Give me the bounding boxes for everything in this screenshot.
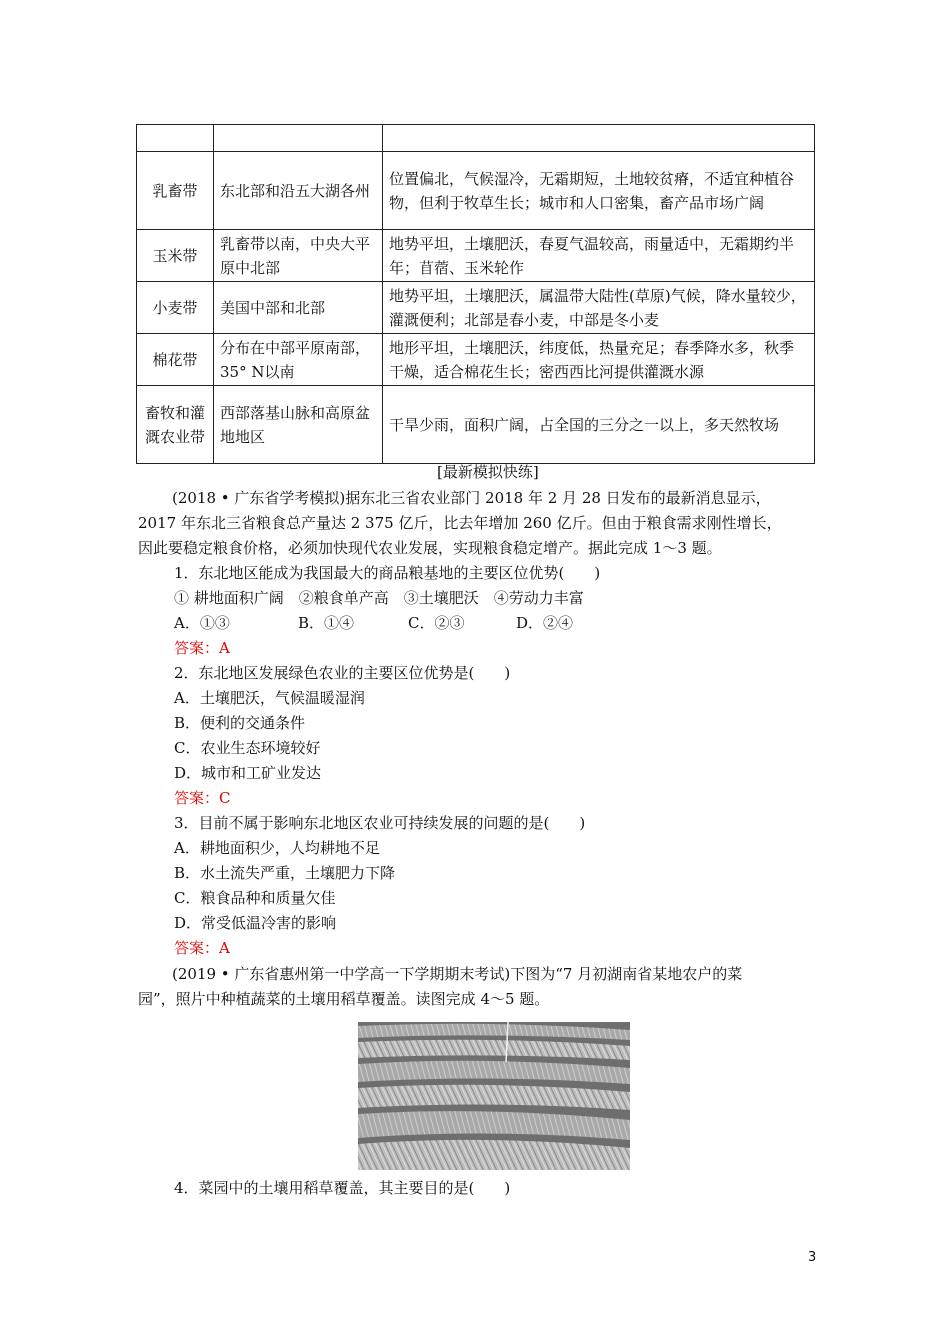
table-row (137, 386, 815, 464)
q1-option-a: A．①③ (174, 614, 230, 632)
q2-answer: 答案：C (174, 789, 231, 807)
q1-answer: 答案：A (174, 639, 230, 657)
q3-option-a: A．耕地面积少，人均耕地不足 (174, 839, 380, 857)
belt-name: 畜牧和灌溉农业带 (137, 386, 214, 464)
q1-option-d: D．②④ (516, 614, 574, 632)
belt-region: 乳畜带以南，中央大平原中北部 (214, 230, 383, 282)
q3-answer: 答案：A (174, 939, 230, 957)
q1-items: ① 耕地面积广阔 ②粮食单产高 ③土壤肥沃 ④劳动力丰富 (174, 589, 584, 607)
intro1-line1: (2018 • 广东省学考模拟)据东北三省农业部门 2018 年 2 月 28 日发布的最新消息显示， (172, 489, 771, 507)
q3-option-b: B．水土流失严重，土壤肥力下降 (174, 864, 396, 882)
intro1-line3: 因此要稳定粮食价格，必须加快现代农业发展，实现粮食稳定增产。据此完成 1～3 题。 (138, 539, 722, 557)
belt-region: 西部落基山脉和高原盆地地区 (214, 386, 383, 464)
belt-conditions: 干旱少雨，面积广阔，占全国的三分之一以上，多天然牧场 (383, 386, 815, 464)
belt-conditions: 位置偏北，气候湿冷，无霜期短，土地较贫瘠，不适宜种植谷物，但利于牧草生长；城市和人口密集，畜产品市场广阔 (383, 152, 815, 230)
straw-covered-rows-image (358, 1022, 630, 1170)
q1-option-b: B．①④ (298, 614, 355, 632)
agricultural-belts-table (136, 124, 815, 464)
q3-option-c: C．粮食品种和质量欠佳 (174, 889, 336, 907)
q3-stem: 3．目前不属于影响东北地区农业可持续发展的问题的是( ) (174, 814, 586, 832)
intro2-line2: 园”，照片中种植蔬菜的土壤用稻草覆盖。读图完成 4～5 题。 (138, 990, 550, 1008)
q3-option-d: D．常受低温冷害的影响 (174, 914, 337, 932)
belt-region: 东北部和沿五大湖各州 (214, 152, 383, 230)
belt-conditions: 地势平坦，土壤肥沃，春夏气温较高，雨量适中，无霜期约半年；苜蓿、玉米轮作 (383, 230, 815, 282)
belt-conditions: 地势平坦，土壤肥沃，属温带大陆性(草原)气候，降水量较少，灌溉便利；北部是春小麦，中部是冬小麦 (383, 282, 815, 334)
q2-option-b: B．便利的交通条件 (174, 714, 306, 732)
q1-option-c: C．②③ (408, 614, 465, 632)
belt-conditions: 地形平坦，土壤肥沃，纬度低，热量充足；春季降水多，秋季干燥，适合棉花生长；密西西比河提供灌溉水源 (383, 334, 815, 386)
intro2-line1: (2019 • 广东省惠州第一中学高一下学期期末考试)下图为“7 月初湖南省某地农户的菜 (172, 965, 743, 983)
belt-name: 小麦带 (137, 282, 214, 334)
belt-name: 棉花带 (137, 334, 214, 386)
q1-stem: 1．东北地区能成为我国最大的商品粮基地的主要区位优势( ) (174, 564, 601, 582)
belt-name: 玉米带 (137, 230, 214, 282)
belt-name: 乳畜带 (137, 152, 214, 230)
table-row (137, 282, 815, 334)
q2-option-a: A．土壤肥沃，气候温暖湿润 (174, 689, 365, 707)
q2-stem: 2．东北地区发展绿色农业的主要区位优势是( ) (174, 664, 511, 682)
belt-region: 美国中部和北部 (214, 282, 383, 334)
page-number: 3 (808, 1250, 817, 1265)
table-row (137, 230, 815, 282)
q2-option-c: C．农业生态环境较好 (174, 739, 321, 757)
vegetable-garden-photo (358, 1022, 630, 1170)
table-row (137, 152, 815, 230)
table-row (137, 125, 815, 152)
intro1-line2: 2017 年东北三省粮食总产量达 2 375 亿斤，比去年增加 260 亿斤。但由于粮食需求刚性增长， (138, 514, 782, 532)
table-row (137, 334, 815, 386)
belt-region: 分布在中部平原南部，35° N以南 (214, 334, 383, 386)
q4-stem: 4．菜园中的土壤用稻草覆盖，其主要目的是( ) (174, 1179, 511, 1197)
section-title: [最新模拟快练] (437, 463, 539, 481)
q2-option-d: D．城市和工矿业发达 (174, 764, 322, 782)
